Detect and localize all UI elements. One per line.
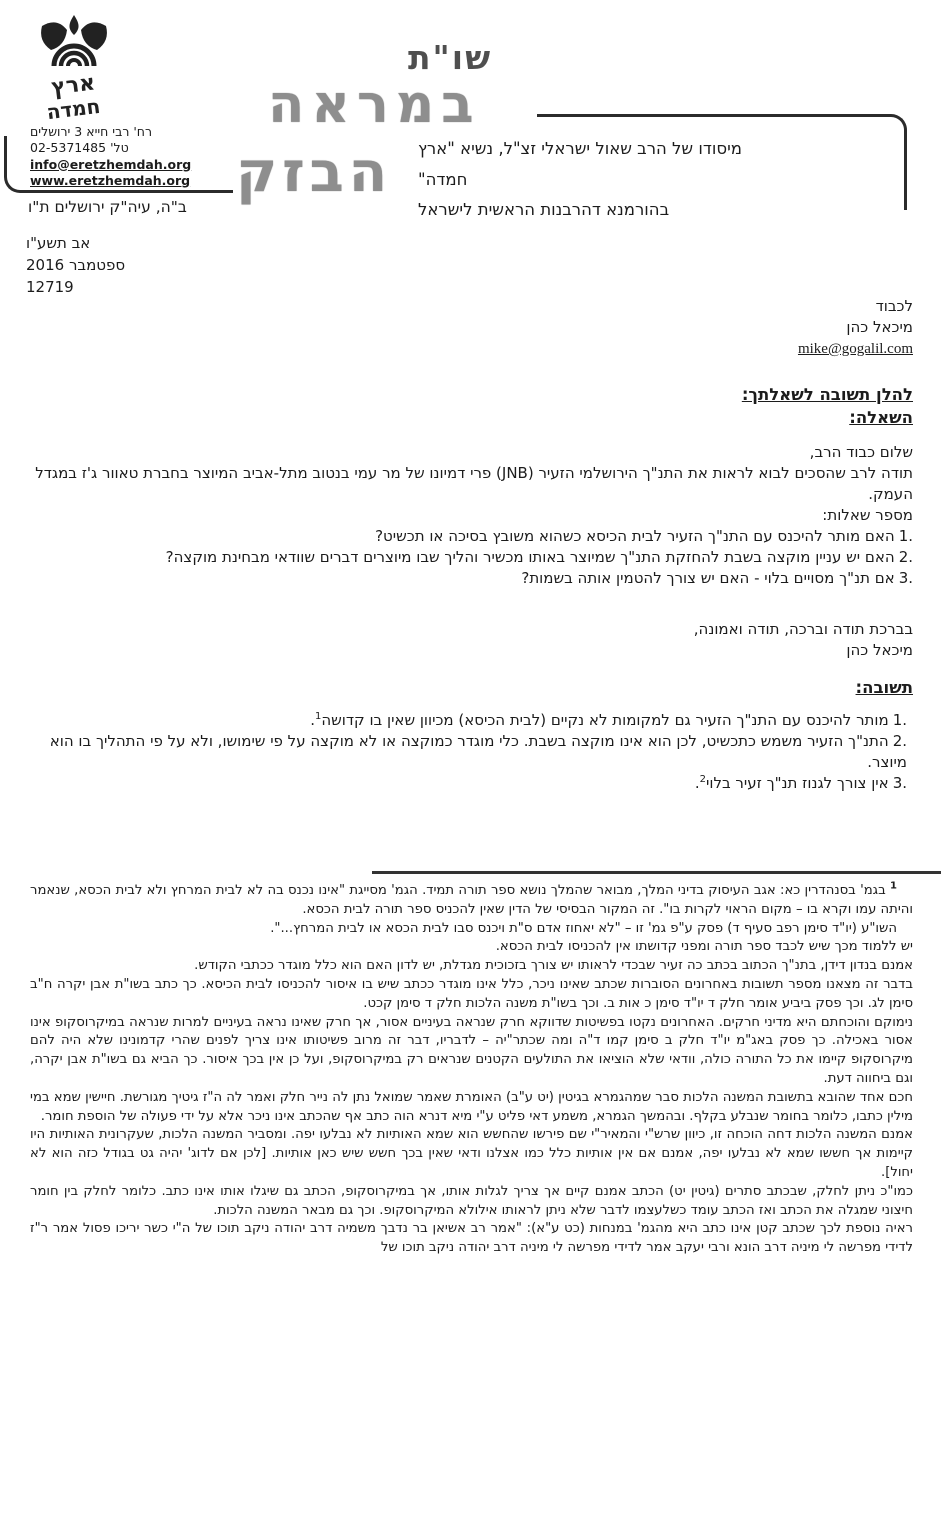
footnote-paragraph [30, 957, 913, 976]
footnote-text: השו"ע (יו"ד סימן רפב סעיף ד) פסק ע"פ גמ' זו – "לא יאחוז אדם ס"ת ויכנס סבו לבית הכסא או לבית המרחץ...". [270, 920, 897, 936]
secular-date: ספטמבר 2016 [26, 255, 126, 274]
footnote-text: יש ללמוד מכך שיש לכבד ספר תורה ומפני קדושתו אין להכניסו לבית הכסא. [495, 939, 913, 955]
hebrew-date: אב תשע"ו [26, 234, 91, 252]
contact-phone: טל' 02-5371485 [30, 140, 129, 156]
question-item [30, 526, 913, 547]
contact-address: רח' רבי חייא 3 ירושלים [30, 124, 153, 139]
item-number: 1. [898, 527, 913, 545]
date-block [26, 233, 125, 298]
contact-block [30, 124, 225, 189]
footnote-text: כמו"כ ניתן לחלק, שבכתב סתרים (גיטין יט) הכתב אמנם קיים אך צריך לגלות אותו, אך במיקרוסקופ, הכתב גם שיגלו אותו אינו כתב. כלומר לחלק בין חומר חיצוני שמגלה את הכתב ואז הכתב עומד כשלעצמו לדבר שלא ניתן לראותו אילולא המיקרוסקופ. וכך גם מבאר המשנה הלכות. [30, 1183, 913, 1218]
answer-item [30, 773, 907, 794]
item-number: 3. [898, 569, 913, 587]
eretz-hemdah-logo [24, 14, 124, 126]
question-item [30, 547, 913, 568]
item-suffix: . [694, 774, 700, 792]
item-text: אין צורך לגנוז תנ"ך זעיר בלוי [706, 774, 889, 792]
masthead-title-shut: שו"ת [408, 38, 493, 77]
masthead-title-bemareh: במראה [268, 74, 481, 135]
footnote-paragraph [30, 1183, 913, 1221]
answer-heading: תשובה: [855, 678, 913, 697]
footnote-ref: 1 [314, 711, 322, 722]
footnote-text: בגמ' בסנהדרין כא: אגב העיסוק בדיני המלך, מבואר שהמלך נושא ספר תורה תמיד. הגמ' מסייגת "אינו נכנס בה לא לבית המרחץ ולא לבית הכסא, שנאמר והיתה עמו וקרא בו – מקום הראוי לקרות בו". זה המקור הבסיסי של הדין שאין להכניס ספר תורה לבית הכסא. [30, 883, 913, 917]
closing-name: מיכאל כהן [846, 641, 913, 659]
masthead-subtitle [418, 134, 770, 226]
item-number: 2. [892, 732, 907, 750]
question-closing [30, 619, 913, 661]
question-item [30, 568, 913, 589]
footnote-paragraph [30, 938, 913, 957]
item-text: האם מותר להיכנס עם התנ"ך הזעיר לבית הכיסא כשהוא משובץ בסיכה או תכשיט? [375, 527, 895, 545]
subtitle-line-1: מיסודו של הרב שאול ישראלי זצ"ל, נשיא "ארץ חמדה" [418, 139, 742, 189]
footnotes-block [30, 882, 913, 1258]
footnote-text: בדבר זה מצאנו מספר תשובות באחרונים הסוברות שכתב שאינו ניכר, כלל אינו מוגדר ככתב שיש בו איסור להכניסו לבית הכיסא. כך כתב בשו"ת אבן יקרה ח"ב סימן לג. וכך פסק ביביע אומר חלק ד יו"ד סימן כ אות ב. וכך בשו"ת משנה הלכות חלק ד סימן קכט. [30, 976, 913, 1011]
footnote-paragraph [30, 976, 913, 1014]
addressee-block [30, 296, 913, 360]
footnote-text: ראיה נוספת לכך שכתב קטן אינו כתב היא מהגמ' במנחות (כט ע"א): "אמר רב אשיאן בר נדבך משמיה דרב יהודה ניקב תוכו של ה"י כשר יריכו פסול אמר ר"ז לדידי מפרשה לי מיניה דרב הונא ורבי יעקב אמר לדידי מפרשה לי מיניה דרב יהודה ניקב תוכו של [30, 1221, 913, 1256]
footnote-text: אמנם המשנה הלכות דחה הוכחה זו, כיוון שרש"י והמאיר"י שם פירשו שהחשש הוא שמא האותיות לא נבלעו יפה. ומסביר המשנה הלכות, שעקרונית האותיות היו קיימות אך חששו שמא לא נבלעו יפה, אמנם אם אין אותיות כלל כמו אצלנו ודאי שאין בכך חשש שיש כאן אותיות. [לכן אם לדוג' יהיה גט בגודל כזה הוא לא יחול]. [30, 1127, 913, 1180]
footnote-paragraph [30, 1014, 913, 1089]
item-number: 1. [892, 711, 907, 729]
item-text: מותר להיכנס עם התנ"ך הזעיר גם למקומות לא נקיים (לבית הכיסא) מכיוון שאין בו קדושה [321, 711, 889, 729]
item-suffix: . [310, 711, 315, 729]
footnote-paragraph [30, 882, 913, 920]
footnote-number: 1 [890, 880, 897, 892]
subtitle-line-2: בהורמנא דהרבנות הראשית לישראל [418, 200, 670, 220]
addressee-email-link[interactable]: mike@gogalil.com [797, 341, 913, 357]
footnote-paragraph [30, 1089, 913, 1127]
blessing-line: ב"ה, עיה"ק ירושלים ת"ו [28, 198, 187, 216]
question-body: תודה לרב שהסכים לבוא לראות את התנ"ך הירושלמי הזעיר (JNB) פרי דמיונו של מר עמי בנטוב מתל-אביב המיוצר בחברת טאוור ג'ז במגדל העמק. [35, 464, 913, 503]
footnote-paragraph [30, 1220, 913, 1258]
flame-icon [69, 15, 78, 35]
reference-number: 12719 [26, 277, 74, 296]
answer-item [30, 731, 907, 773]
item-text: האם יש עניין מוקצה בשבת להחזקת התנ"ך שמיוצר באותו מכשיר והליך שבו מיוצרים דברים שוודאי מבחינת מוקצה? [165, 548, 895, 566]
addressee-name: מיכאל כהן [846, 318, 913, 336]
intro-heading: להלן תשובה לשאלתך: [741, 385, 913, 404]
item-text: אם תנ"ך מסויים בלוי - האם יש צורך להטמין אותה בשמות? [521, 569, 895, 587]
closing-blessing: בברכת תודה וברכה, תודה ואמונה, [693, 620, 913, 638]
footnote-text: נימוקם והוכחתם היא מדיני חרקים. האחרונים נקטו בפשיטות שדווקא חרק שנראה בעיניים אסור, אך חרק שאינו נראה בעיניים למרות שנראה במיקרוסקופ אינו אסור באכילה. כך פסק באג"מ יו"ד חלק ב סימן קמו ד"ה ומה שכתר"יה – לדבריו, דבר זה מרוב פשיטותו אינו צריך לפנים שהרי קדמונינו שלא היה להם מיקרוסקופ קיימו את כל התורה כולה, וודאי שלא הוציאו את התולעים הקטנים שנראים רק במיקרוסקופ, ועל כן אין בכך איסור. כך הביא גם בשו"ת אבן יקרה, וגם ביחווה דעת. [30, 1014, 913, 1086]
logo-text-top: ארץ [49, 70, 97, 101]
masthead-title-habazak: הבזק [236, 140, 393, 205]
footnote-paragraph [30, 1126, 913, 1182]
footnote-text: חכם אחד שהובא בתשובת המשנה הלכות סבר שמהגמרא בגיטין (יט ע"ב) האומרת שאמר שמואל נתן לה נייר חלק ואמר לה ה"ז גיטיך מגורשת. חיישין שמא במי מילין כתבו, כלומר בחומר שנבלע בקלף. ובהמשך הגמרא, משמע דאי פליט ע"י מיא דנרא הוה כתב אף שהכתב אינו ניכר אלא על ידי פעולה של הוספת חומר. [30, 1089, 913, 1124]
question-heading: השאלה: [849, 408, 913, 427]
addressee-salutation: לכבוד [875, 297, 913, 315]
answer-list [30, 710, 913, 794]
contact-email-link[interactable]: info@eretzhemdah.org [30, 156, 192, 172]
footnote-ref: 2 [699, 774, 706, 785]
footnote-paragraph [30, 920, 913, 939]
footnote-text: אמנם בנדון דידן, בתנ"ך הכתוב בכתב כה זעיר שבכדי לראותו יש צורך בזכוכית מגדלת, יש לדון האם הוא כלל מוגדר ככתבי הקודש. [194, 958, 913, 974]
item-number: 2. [898, 548, 913, 566]
footnote-separator [372, 871, 941, 874]
item-number: 3. [892, 774, 907, 792]
letter-body [30, 296, 913, 794]
question-list-intro: מספר שאלות: [822, 506, 913, 524]
item-text: התנ"ך הזעיר משמש כתכשיט, לכן הוא אינו מוקצה בשבת. כלי מוגדר כמוקצה או לא מוקצה על פי שימושו, ולא על פי התהליך בו הוא מיוצר. [49, 732, 907, 771]
logo-text-bottom: חמדה [45, 93, 102, 125]
question-greeting: שלום כבוד הרב, [809, 443, 913, 461]
contact-website-link[interactable]: www.eretzhemdah.org [30, 172, 191, 188]
answer-item [30, 710, 907, 731]
